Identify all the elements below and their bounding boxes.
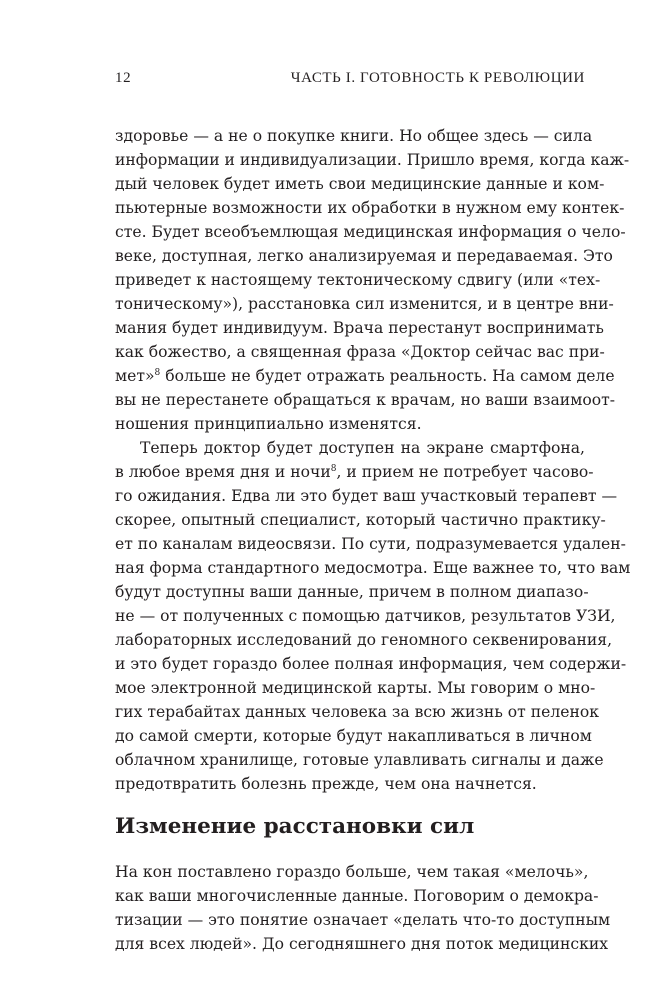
text-fragment: больше не будет отражать реальность. На самом деле: [165, 367, 615, 385]
running-head: ЧАСТЬ I. ГОТОВНОСТЬ К РЕВОЛЮЦИИ: [290, 70, 585, 86]
text-line: не — от полученных с помощью датчиков, результатов УЗИ,: [115, 607, 616, 625]
text-line: дый человек будет иметь свои медицинские данные и ком-: [115, 175, 605, 193]
text-line: ношения принципиально изменятся.: [115, 415, 422, 433]
text-line: здоровье — а не о покупке книги. Но общее здесь — сила: [115, 127, 593, 145]
text-fragment: мет»: [115, 367, 155, 385]
text-line: На кон поставлено гораздо больше, чем такая «мелочь»,: [115, 863, 589, 881]
text-line: ет по каналам видеосвязи. По сути, подразумевается удален-: [115, 535, 626, 553]
text-line: ная форма стандартного медосмотра. Еще важнее то, что вам: [115, 559, 631, 577]
text-line: тизации — это понятие означает «делать что-то доступным: [115, 911, 611, 929]
text-line: Теперь доктор будет доступен на экране смартфона,: [140, 439, 585, 457]
text-line: для всех людей». До сегодняшнего дня поток медицинских: [115, 935, 609, 953]
text-line: пьютерные возможности их обработки в нужном ему контек-: [115, 199, 625, 217]
text-line: как божество, а священная фраза «Доктор сейчас вас при-: [115, 343, 605, 361]
text-line: информации и индивидуализации. Пришло время, когда каж-: [115, 151, 630, 169]
text-fragment: в любое время дня и ночи: [115, 463, 331, 481]
text-line: будут доступны ваши данные, причем в полном диапазо-: [115, 583, 589, 601]
text-line: и это будет гораздо более полная информация, чем содержи-: [115, 655, 627, 673]
page-number: 12: [115, 70, 132, 86]
text-line: [115, 364, 615, 388]
text-fragment: , и прием не потребует часово-: [336, 463, 594, 481]
section-heading: Изменение расстановки сил: [115, 814, 475, 839]
footnote-marker: 8: [330, 464, 337, 474]
text-line: до самой смерти, которые будут накапливаться в личном: [115, 727, 592, 745]
text-line: облачном хранилище, готовые улавливать сигналы и даже: [115, 751, 604, 769]
text-line: лабораторных исследований до геномного секвенирования,: [115, 631, 613, 649]
text-line: скорее, опытный специалист, который частично практику-: [115, 511, 606, 529]
text-line: предотвратить болезнь прежде, чем она начнется.: [115, 775, 537, 793]
page-header: [115, 70, 585, 94]
footnote-marker: 8: [154, 368, 161, 378]
text-line: приведет к настоящему тектоническому сдвигу (или «тех-: [115, 271, 601, 289]
text-line: [115, 460, 594, 484]
text-line: вы не перестанете обращаться к врачам, но ваши взаимоот-: [115, 391, 615, 409]
text-line: веке, доступная, легко анализируемая и передаваемая. Это: [115, 247, 613, 265]
text-line: гих терабайтах данных человека за всю жизнь от пеленок: [115, 703, 600, 721]
text-line: тоническому»), расстановка сил изменится, и в центре вни-: [115, 295, 614, 313]
text-line: как ваши многочисленные данные. Поговорим о демокра-: [115, 887, 599, 905]
text-line: мания будет индивидуум. Врача перестанут воспринимать: [115, 319, 604, 337]
text-line: мое электронной медицинской карты. Мы говорим о мно-: [115, 679, 596, 697]
text-line: го ожидания. Едва ли это будет ваш участковый терапевт —: [115, 487, 618, 505]
text-line: сте. Будет всеобъемлющая медицинская информация о чело-: [115, 223, 626, 241]
